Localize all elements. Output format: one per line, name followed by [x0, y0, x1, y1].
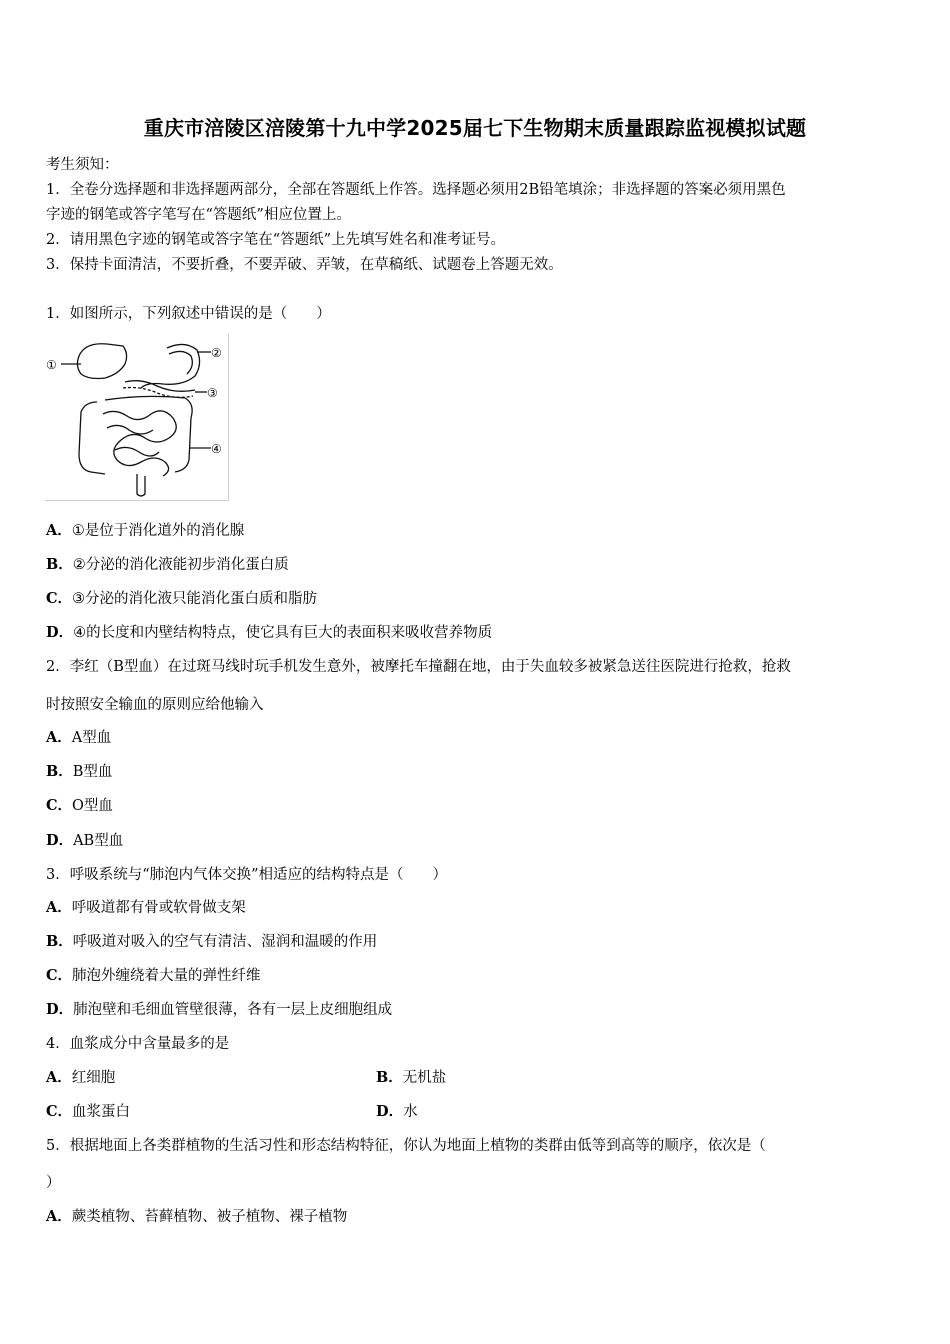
digestive-system-diagram [45, 334, 229, 501]
notice-item: 2．请用黑色字迹的钢笔或答字笔在“答题纸”上先填写姓名和准考证号。 [46, 232, 506, 248]
option-text: ①是位于消化道外的消化腺 [71, 523, 245, 539]
option-line [46, 760, 112, 781]
option-text: 水 [403, 1104, 418, 1120]
option-line [46, 1100, 130, 1121]
option-text: 蕨类植物、苔藓植物、被子植物、裸子植物 [71, 1209, 348, 1225]
option-text: 肺泡壁和毛细血管壁很薄，各有一层上皮细胞组成 [73, 1002, 393, 1018]
option-label: A． [46, 729, 72, 746]
option-label: B． [46, 763, 73, 780]
option-text: A型血 [71, 730, 112, 746]
option-line [46, 930, 377, 951]
notice-item: 3．保持卡面清洁，不要折叠，不要弄破、弄皱，在草稿纸、试题卷上答题无效。 [46, 257, 563, 273]
large-intestine-shape [79, 402, 105, 474]
option-text: ②分泌的消化液能初步消化蛋白质 [72, 557, 289, 573]
question-5-stem-cont: ） [46, 1175, 61, 1191]
notice-item: 字迹的钢笔或答字笔写在“答题纸”相应位置上。 [46, 207, 351, 223]
option-text: 肺泡外缠绕着大量的弹性纤维 [72, 968, 261, 984]
option-text: AB型血 [73, 833, 124, 849]
option-line [46, 829, 123, 850]
option-line [46, 794, 113, 815]
option-line [46, 1066, 115, 1087]
option-line [46, 726, 111, 747]
option-label: D． [46, 1001, 74, 1018]
option-text: ③分泌的消化液只能消化蛋白质和脂肪 [72, 591, 318, 607]
option-label: C． [46, 967, 73, 984]
liver-shape [77, 344, 126, 379]
question-2-stem: 2．李红（B型血）在过斑马线时玩手机发生意外，被摩托车撞翻在地，由于失血较多被紧急送往医院进行抢救，抢救 [46, 659, 791, 675]
question-3-stem: 3．呼吸系统与“肺泡内气体交换”相适应的结构特点是（ ） [46, 867, 448, 883]
page-title: 重庆市涪陵区涪陵第十九中学2025届七下生物期末质量跟踪监视模拟试题 [143, 116, 807, 140]
small-intestine-shape [103, 411, 176, 476]
option-text: 无机盐 [402, 1070, 447, 1086]
question-5-stem: 5．根据地面上各类群植物的生活习性和形态结构特征，你认为地面上植物的类群由低等到高等的顺序，依次是（ [46, 1138, 766, 1154]
stomach-shape [141, 344, 200, 388]
option-line [46, 896, 246, 917]
option-text: 红细胞 [71, 1070, 116, 1086]
option-line [46, 621, 492, 642]
option-text: 血浆蛋白 [72, 1104, 131, 1120]
option-label: C． [46, 797, 73, 814]
option-label: B． [46, 556, 73, 573]
option-text: O型血 [72, 798, 113, 814]
option-label: A． [46, 1069, 72, 1086]
option-line [46, 964, 261, 985]
option-label: B． [376, 1069, 403, 1086]
option-line [46, 587, 317, 608]
option-line [46, 553, 289, 574]
option-text: 呼吸道都有骨或软骨做支架 [71, 900, 246, 916]
option-line [376, 1100, 418, 1121]
option-text: 呼吸道对吸入的空气有清洁、湿润和温暖的作用 [72, 934, 378, 950]
option-label: A． [46, 899, 72, 916]
option-label: C． [46, 590, 73, 607]
figure-label-3: ③ [207, 386, 218, 400]
notice-item: 1．全卷分选择题和非选择题两部分，全部在答题纸上作答。选择题必须用2B铅笔填涂；非选择题的答案必须用黑色 [46, 182, 786, 198]
figure-label-2: ② [211, 346, 222, 360]
option-line [376, 1066, 446, 1087]
figure-label-4: ④ [211, 442, 222, 456]
option-label: B． [46, 933, 73, 950]
option-line [46, 1205, 347, 1226]
option-label: D． [46, 832, 74, 849]
option-text: ④的长度和内壁结构特点，使它具有巨大的表面积来吸收营养物质 [73, 625, 493, 641]
option-label: C． [46, 1103, 73, 1120]
figure-label-1: ① [46, 358, 57, 372]
option-label: A． [46, 522, 72, 539]
question-2-stem-cont: 时按照安全输血的原则应给他输入 [46, 697, 264, 713]
option-label: D． [46, 624, 74, 641]
option-line [46, 998, 392, 1019]
option-label: A． [46, 1208, 72, 1225]
question-4-stem: 4．血浆成分中含量最多的是 [46, 1036, 230, 1052]
option-line [46, 519, 244, 540]
option-text: B型血 [72, 764, 113, 780]
option-label: D． [376, 1103, 404, 1120]
question-1-stem: 1．如图所示，下列叙述中错误的是（ ） [46, 306, 331, 322]
notice-heading: 考生须知： [46, 157, 119, 173]
